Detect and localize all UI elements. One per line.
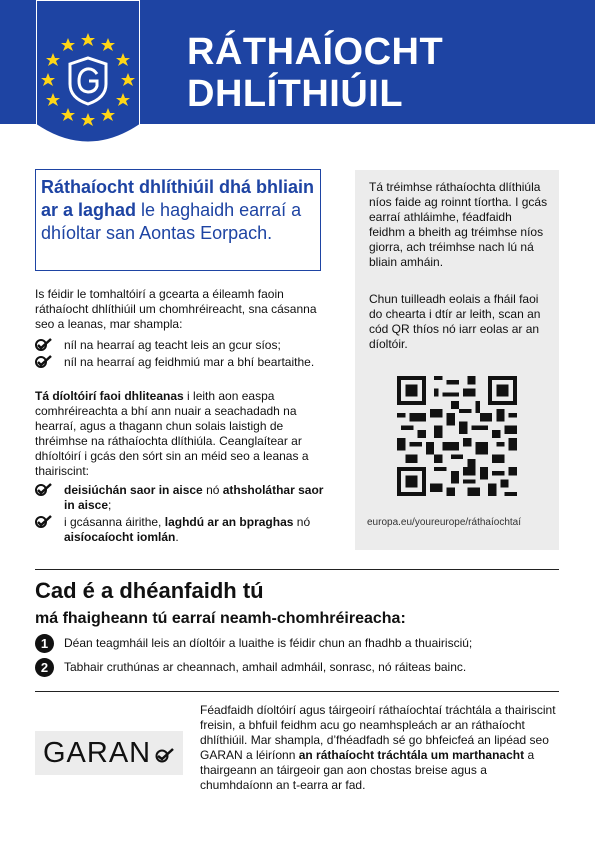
- check-mark-icon: [35, 483, 53, 497]
- intro-bold: Ráthaíocht dhlíthiúil dhá bhliain ar a laghad: [41, 177, 314, 220]
- title-line-2: DHLÍTHIÚIL: [187, 73, 404, 115]
- eu-stars-shield-g-icon: [36, 0, 140, 146]
- paragraph-liability: [35, 389, 325, 479]
- divider: [35, 569, 559, 570]
- remedy-text: .: [175, 530, 179, 544]
- footer-text-part: Féadfaidh díoltóirí agus táirgeoirí ráthaíochtaí tráchtála a thairiscint freisin, a bhfuil feidhm acu go neamhspleách ar an ráthaíocht dhlíthiúil. Mar shampla, d’fhéadfadh sé go bhfeicfeá an lipéad seo GARAN a léiríonn: [200, 703, 556, 762]
- page-title: [187, 31, 443, 115]
- footer-text-bold: an ráthaíocht tráchtála um marthanacht: [298, 748, 525, 762]
- section-heading: Cad é a dhéanfaidh tú: [35, 578, 264, 603]
- paragraph-claims: Is féidir le tomhaltóirí a gcearta a éileamh faoin ráthaíocht dhlíthiúil um chomhréireacht, sna cásanna seo a leanas, mar shampla:: [35, 287, 317, 331]
- step-text: Tabhair cruthúnas ar cheannach, amhail admháil, sonrasc, nó ráiteas bainc.: [64, 660, 467, 674]
- commercial-guarantee-text: [200, 703, 562, 793]
- step-number: 2: [35, 658, 54, 677]
- step-text: Déan teagmháil leis an díoltóir a luaithe is féidir chun an fhadhb a thuairisciú;: [64, 636, 473, 650]
- remedy-bold: deisiúchán saor in aisce: [64, 483, 203, 497]
- check-mark-icon: [35, 515, 53, 529]
- paragraph-liability-bold: Tá díoltóirí faoi dhliteanas: [35, 389, 184, 403]
- info-sidebar: [355, 170, 559, 550]
- sidebar-text-info: Chun tuilleadh eolais a fháil faoi do chearta i dtír ar leith, scan an cód QR thíos nó iarr eolas ar an díoltóir.: [369, 292, 541, 351]
- sidebar-url[interactable]: europa.eu/youreurope/ráthaíochtaí: [367, 517, 521, 528]
- paragraph-liability-regular: i leith aon easpa comhréireachta a bhí ann nuair a seachadadh na hearraí, agus a thagann chun solais laistigh de thréimhse na ráthaíochta dlíthiúla. Ceanglaítear ar dhíoltóirí i gcás den sórt sin an méid seo a leanas a thairiscint:: [35, 389, 309, 478]
- check-mark-icon: [35, 355, 53, 369]
- check-mark-icon: [155, 747, 175, 763]
- remedy-text: ;: [108, 498, 112, 512]
- remedy-text: nó: [202, 483, 223, 497]
- check-mark-icon: [35, 338, 53, 352]
- remedy-text: i gcásanna áirithe,: [64, 515, 165, 529]
- garan-label: [35, 731, 183, 775]
- remedy-bold: laghdú ar an bpraghas: [164, 515, 294, 529]
- section-subheading: má fhaigheann tú earraí neamh-chomhréireacha:: [35, 610, 406, 627]
- garan-text: GARAN: [43, 737, 152, 769]
- intro-regular: le haghaidh earraí a dhíoltar san Aontas Eorpach.: [41, 200, 302, 243]
- remedy-text: nó: [293, 515, 311, 529]
- remedy-bold: aisíocaíocht iomlán: [64, 530, 176, 544]
- intro-box: [35, 169, 321, 271]
- list-item-text: [64, 515, 326, 545]
- sidebar-text-period: Tá tréimhse ráthaíochta dlíthiúla níos faide ag roinnt tíortha. I gcás earraí athláimhe, féadfaidh feidhm a bheith ag tréimhse níos giorra, ach tréimhse nach lú ná bliain amháin.: [369, 180, 548, 269]
- list-item-text: [64, 483, 326, 513]
- remedy-bold: athsholáthar saor in aisce: [64, 483, 324, 512]
- step-number: 1: [35, 634, 54, 653]
- footer-text-part: a thairgeann an táirgeoir gan aon chostas breise agus a chumhdaíonn an t-earra ar fad.: [200, 748, 535, 792]
- divider: [35, 691, 559, 692]
- qr-code-icon[interactable]: [397, 376, 517, 496]
- title-line-1: RÁTHAÍOCHT: [187, 31, 444, 73]
- list-item-text: níl na hearraí ag feidhmiú mar a bhí beartaithe.: [64, 355, 315, 369]
- list-item-text: níl na hearraí ag teacht leis an gcur síos;: [64, 338, 281, 352]
